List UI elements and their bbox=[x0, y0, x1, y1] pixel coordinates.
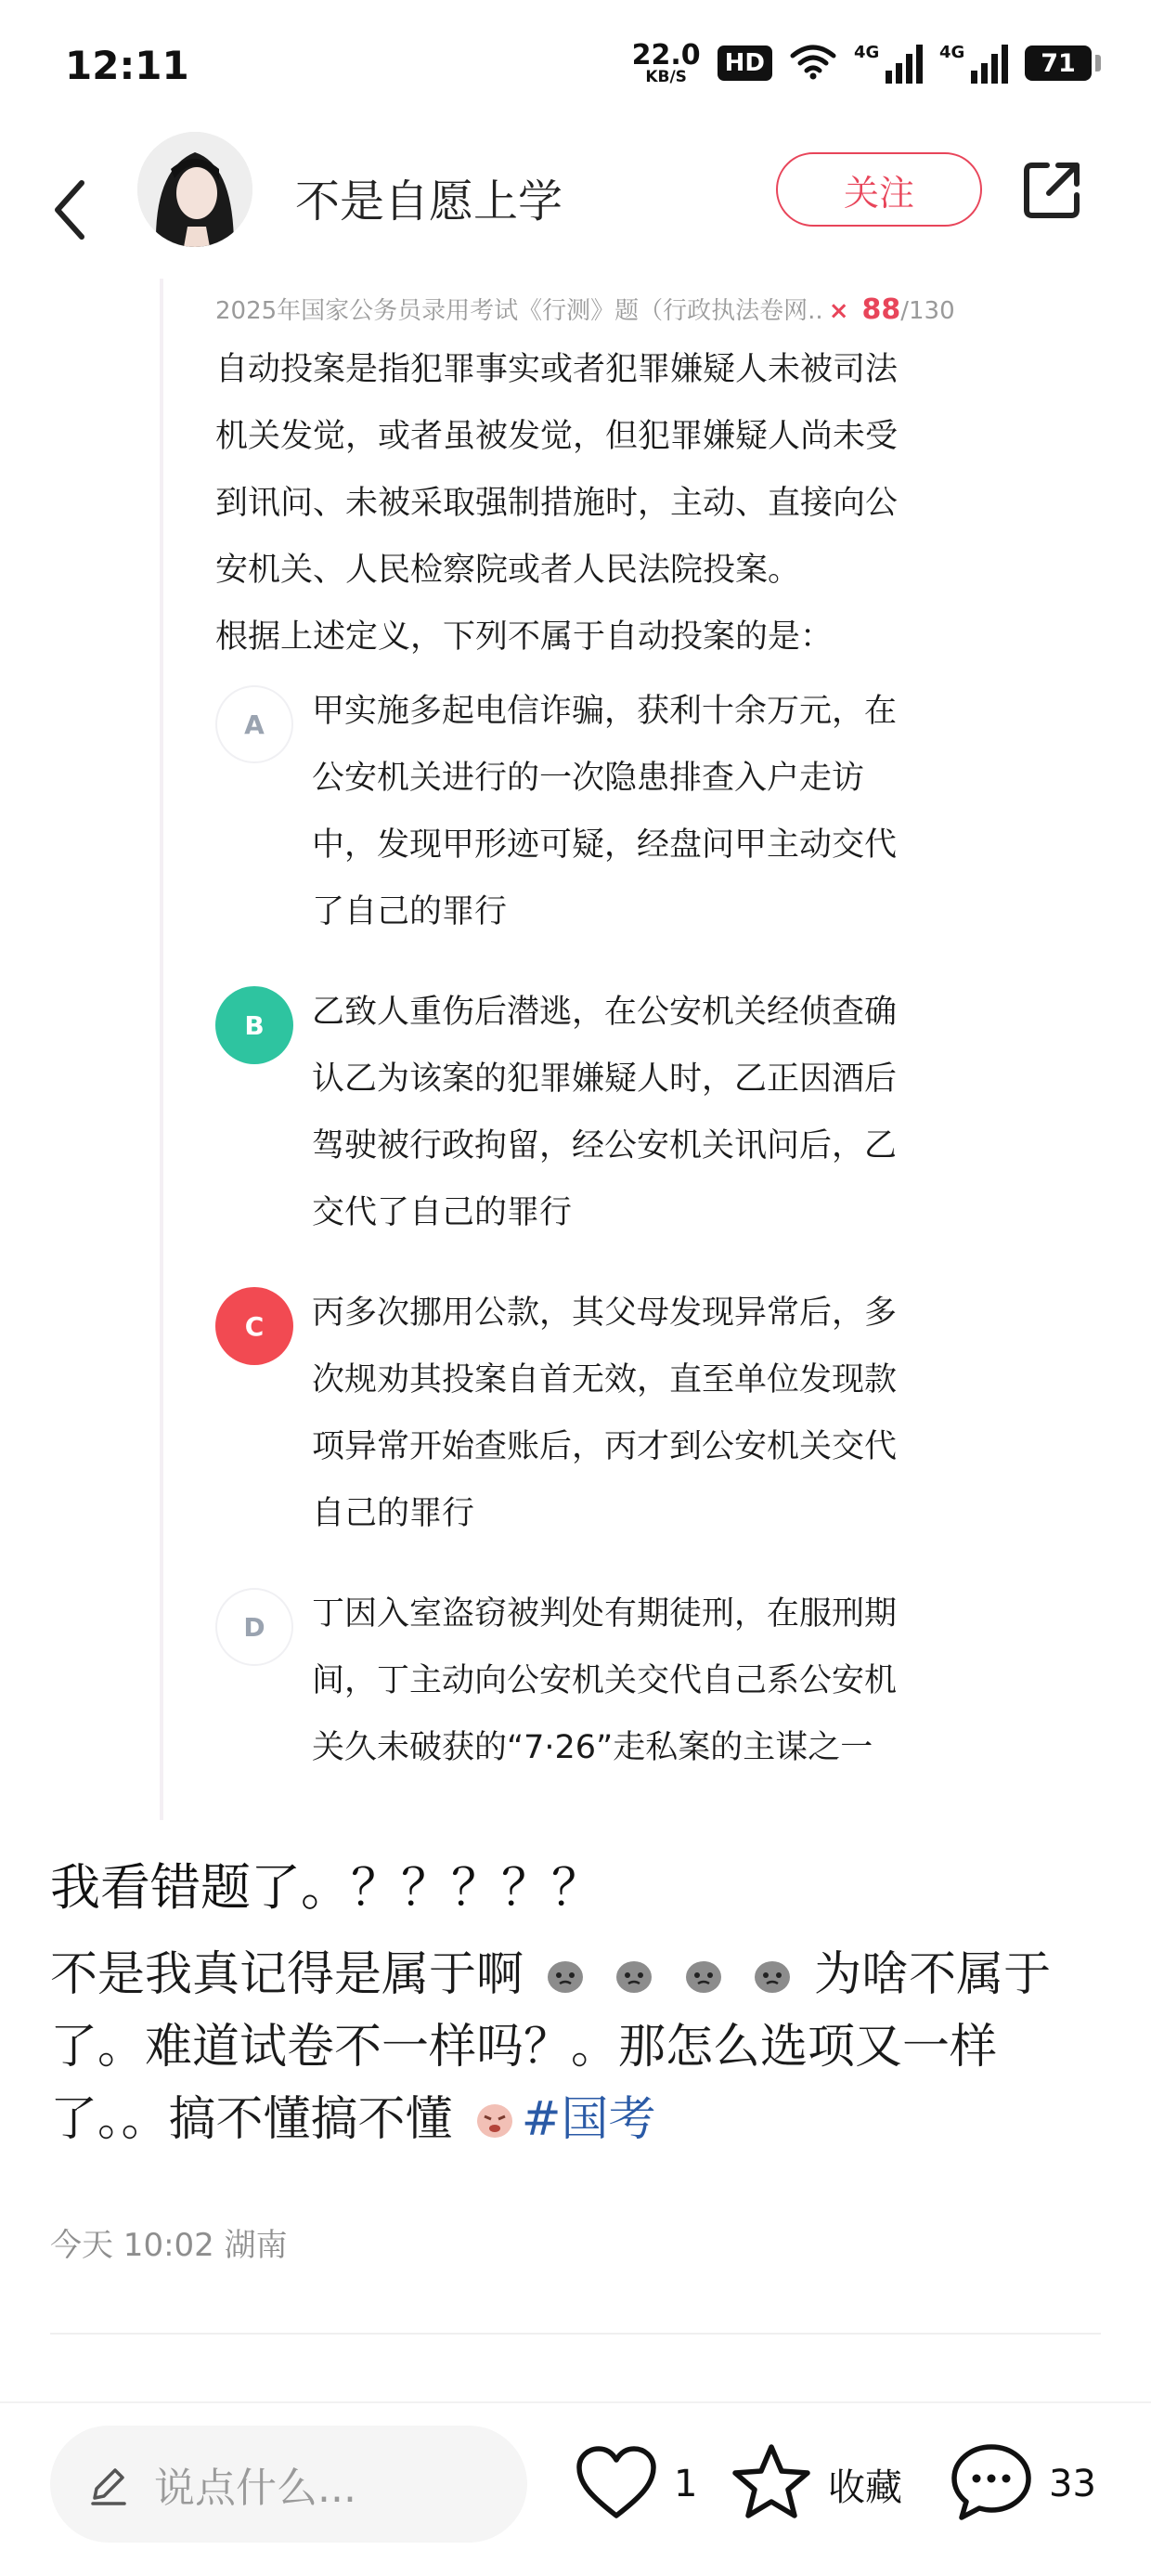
collect-button[interactable] bbox=[730, 2442, 902, 2526]
wifi-icon bbox=[789, 43, 837, 84]
option-line: 了自己的罪行 bbox=[312, 893, 508, 930]
post-title: 我看错题了。？？？？？ bbox=[50, 1858, 601, 1917]
option-c bbox=[215, 1280, 958, 1558]
back-button[interactable] bbox=[41, 175, 97, 249]
follow-button[interactable]: 关注 bbox=[776, 152, 982, 227]
option-d bbox=[215, 1581, 958, 1803]
option-line: 次规劝其投案自首无效，直至单位发现款 bbox=[312, 1361, 898, 1399]
option-line: 乙致人重伤后潜逃，在公安机关经侦查确 bbox=[312, 994, 898, 1031]
question-line: 根据上述定义，下列不属于自动投案的是： bbox=[215, 618, 834, 656]
option-line: 自己的罪行 bbox=[312, 1495, 475, 1532]
signal-label-sim2: 4G bbox=[939, 43, 965, 62]
option-letter: A bbox=[215, 685, 293, 763]
share-button[interactable] bbox=[1019, 158, 1084, 223]
pencil-icon bbox=[85, 2461, 132, 2507]
hd-badge: HD bbox=[718, 46, 772, 81]
progress-total: /130 bbox=[900, 297, 955, 325]
option-line: 丁因入室盗窃被判处有期徒刑，在服刑期 bbox=[312, 1595, 898, 1633]
status-icons bbox=[632, 35, 1092, 91]
sticker-emoji-icon bbox=[682, 1953, 725, 1996]
post-body-text: 不是我真记得是属于啊 bbox=[50, 1947, 524, 2002]
avatar[interactable] bbox=[137, 132, 252, 247]
comment-bubble-icon bbox=[949, 2441, 1034, 2527]
star-icon bbox=[730, 2441, 813, 2527]
comment-input[interactable] bbox=[50, 2426, 527, 2543]
option-line: 关久未破获的“7·26”走私案的主谋之一 bbox=[312, 1729, 873, 1766]
sticker-emoji-icon bbox=[473, 2098, 516, 2140]
option-text bbox=[312, 1280, 962, 1547]
exam-title: 2025年国家公务员录用考试《行测》题（行政执法卷网.. bbox=[215, 297, 823, 325]
comment-count: 33 bbox=[1049, 2463, 1096, 2505]
question-line: 到讯问、未被采取强制措施时，主动、直接向公 bbox=[215, 485, 899, 522]
comment-button[interactable] bbox=[949, 2442, 1096, 2526]
option-letter-wrong: C bbox=[215, 1287, 293, 1365]
option-text bbox=[312, 1581, 962, 1781]
heart-icon bbox=[574, 2443, 659, 2525]
status-bar bbox=[0, 0, 1151, 139]
option-line: 交代了自己的罪行 bbox=[312, 1194, 573, 1231]
option-a bbox=[215, 678, 958, 956]
post-image[interactable] bbox=[0, 279, 1151, 1820]
sticker-emoji-icon bbox=[613, 1953, 655, 1996]
network-speed-value: 22.0 bbox=[631, 38, 701, 72]
post-meta: 今天 10:02 湖南 bbox=[50, 2227, 288, 2264]
option-line: 中，发现甲形迹可疑，经盘问甲主动交代 bbox=[312, 826, 898, 864]
post-header bbox=[0, 139, 1151, 279]
option-line: 丙多次挪用公款，其父母发现异常后，多 bbox=[312, 1295, 898, 1332]
share-icon bbox=[1019, 209, 1084, 227]
question-line: 安机关、人民检察院或者人民法院投案。 bbox=[215, 552, 801, 589]
battery-level: 71 bbox=[1041, 48, 1076, 78]
sticker-emoji-icon bbox=[751, 1953, 794, 1996]
exam-title-bar bbox=[215, 292, 955, 326]
status-time: 12:11 bbox=[65, 43, 189, 88]
option-text bbox=[312, 979, 962, 1246]
signal-icon-sim2 bbox=[939, 43, 1008, 84]
exam-close-mark: × bbox=[828, 297, 849, 325]
option-line: 驾驶被行政拘留，经公安机关讯问后，乙 bbox=[312, 1127, 898, 1164]
question-text bbox=[215, 336, 958, 670]
signal-icon-sim1 bbox=[854, 43, 923, 84]
question-line: 机关发觉，或者虽被发觉，但犯罪嫌疑人尚未受 bbox=[215, 418, 899, 455]
option-text bbox=[312, 678, 962, 945]
option-line: 项异常开始查账后，丙才到公安机关交代 bbox=[312, 1428, 898, 1465]
option-letter: D bbox=[215, 1588, 293, 1666]
question-line: 自动投案是指犯罪事实或者犯罪嫌疑人未被司法 bbox=[215, 351, 899, 388]
like-button[interactable] bbox=[574, 2442, 697, 2526]
option-line: 甲实施多起电信诈骗，获利十余万元，在 bbox=[312, 693, 898, 730]
back-arrow-icon bbox=[50, 177, 87, 246]
collect-label: 收藏 bbox=[828, 2465, 902, 2509]
bottom-action-bar bbox=[0, 2401, 1151, 2576]
option-letter-correct: B bbox=[215, 986, 293, 1064]
option-line: 间，丁主动向公安机关交代自己系公安机 bbox=[312, 1662, 898, 1699]
post-body bbox=[50, 1939, 1099, 2156]
option-line: 公安机关进行的一次隐患排查入户走访 bbox=[312, 760, 865, 797]
comment-placeholder: 说点什么... bbox=[154, 2465, 356, 2512]
hashtag-link[interactable]: #国考 bbox=[521, 2092, 656, 2147]
network-speed bbox=[631, 38, 701, 86]
author-name[interactable]: 不是自愿上学 bbox=[295, 176, 563, 228]
like-count: 1 bbox=[674, 2463, 698, 2505]
option-b bbox=[215, 979, 958, 1257]
option-line: 认乙为该案的犯罪嫌疑人时，乙正因酒后 bbox=[312, 1060, 898, 1098]
post-body-text: 为啥不属于了。难道试卷不一样吗？。那怎么选项又一样了。。搞不懂搞不懂 bbox=[50, 1947, 1052, 2147]
progress-current: 88 bbox=[861, 293, 901, 326]
sticker-emoji-icon bbox=[544, 1953, 587, 1996]
network-speed-unit: KB/S bbox=[645, 67, 687, 86]
divider bbox=[50, 2333, 1101, 2335]
image-edge bbox=[160, 279, 163, 1820]
battery-icon bbox=[1025, 46, 1092, 81]
signal-label-sim1: 4G bbox=[854, 43, 880, 62]
